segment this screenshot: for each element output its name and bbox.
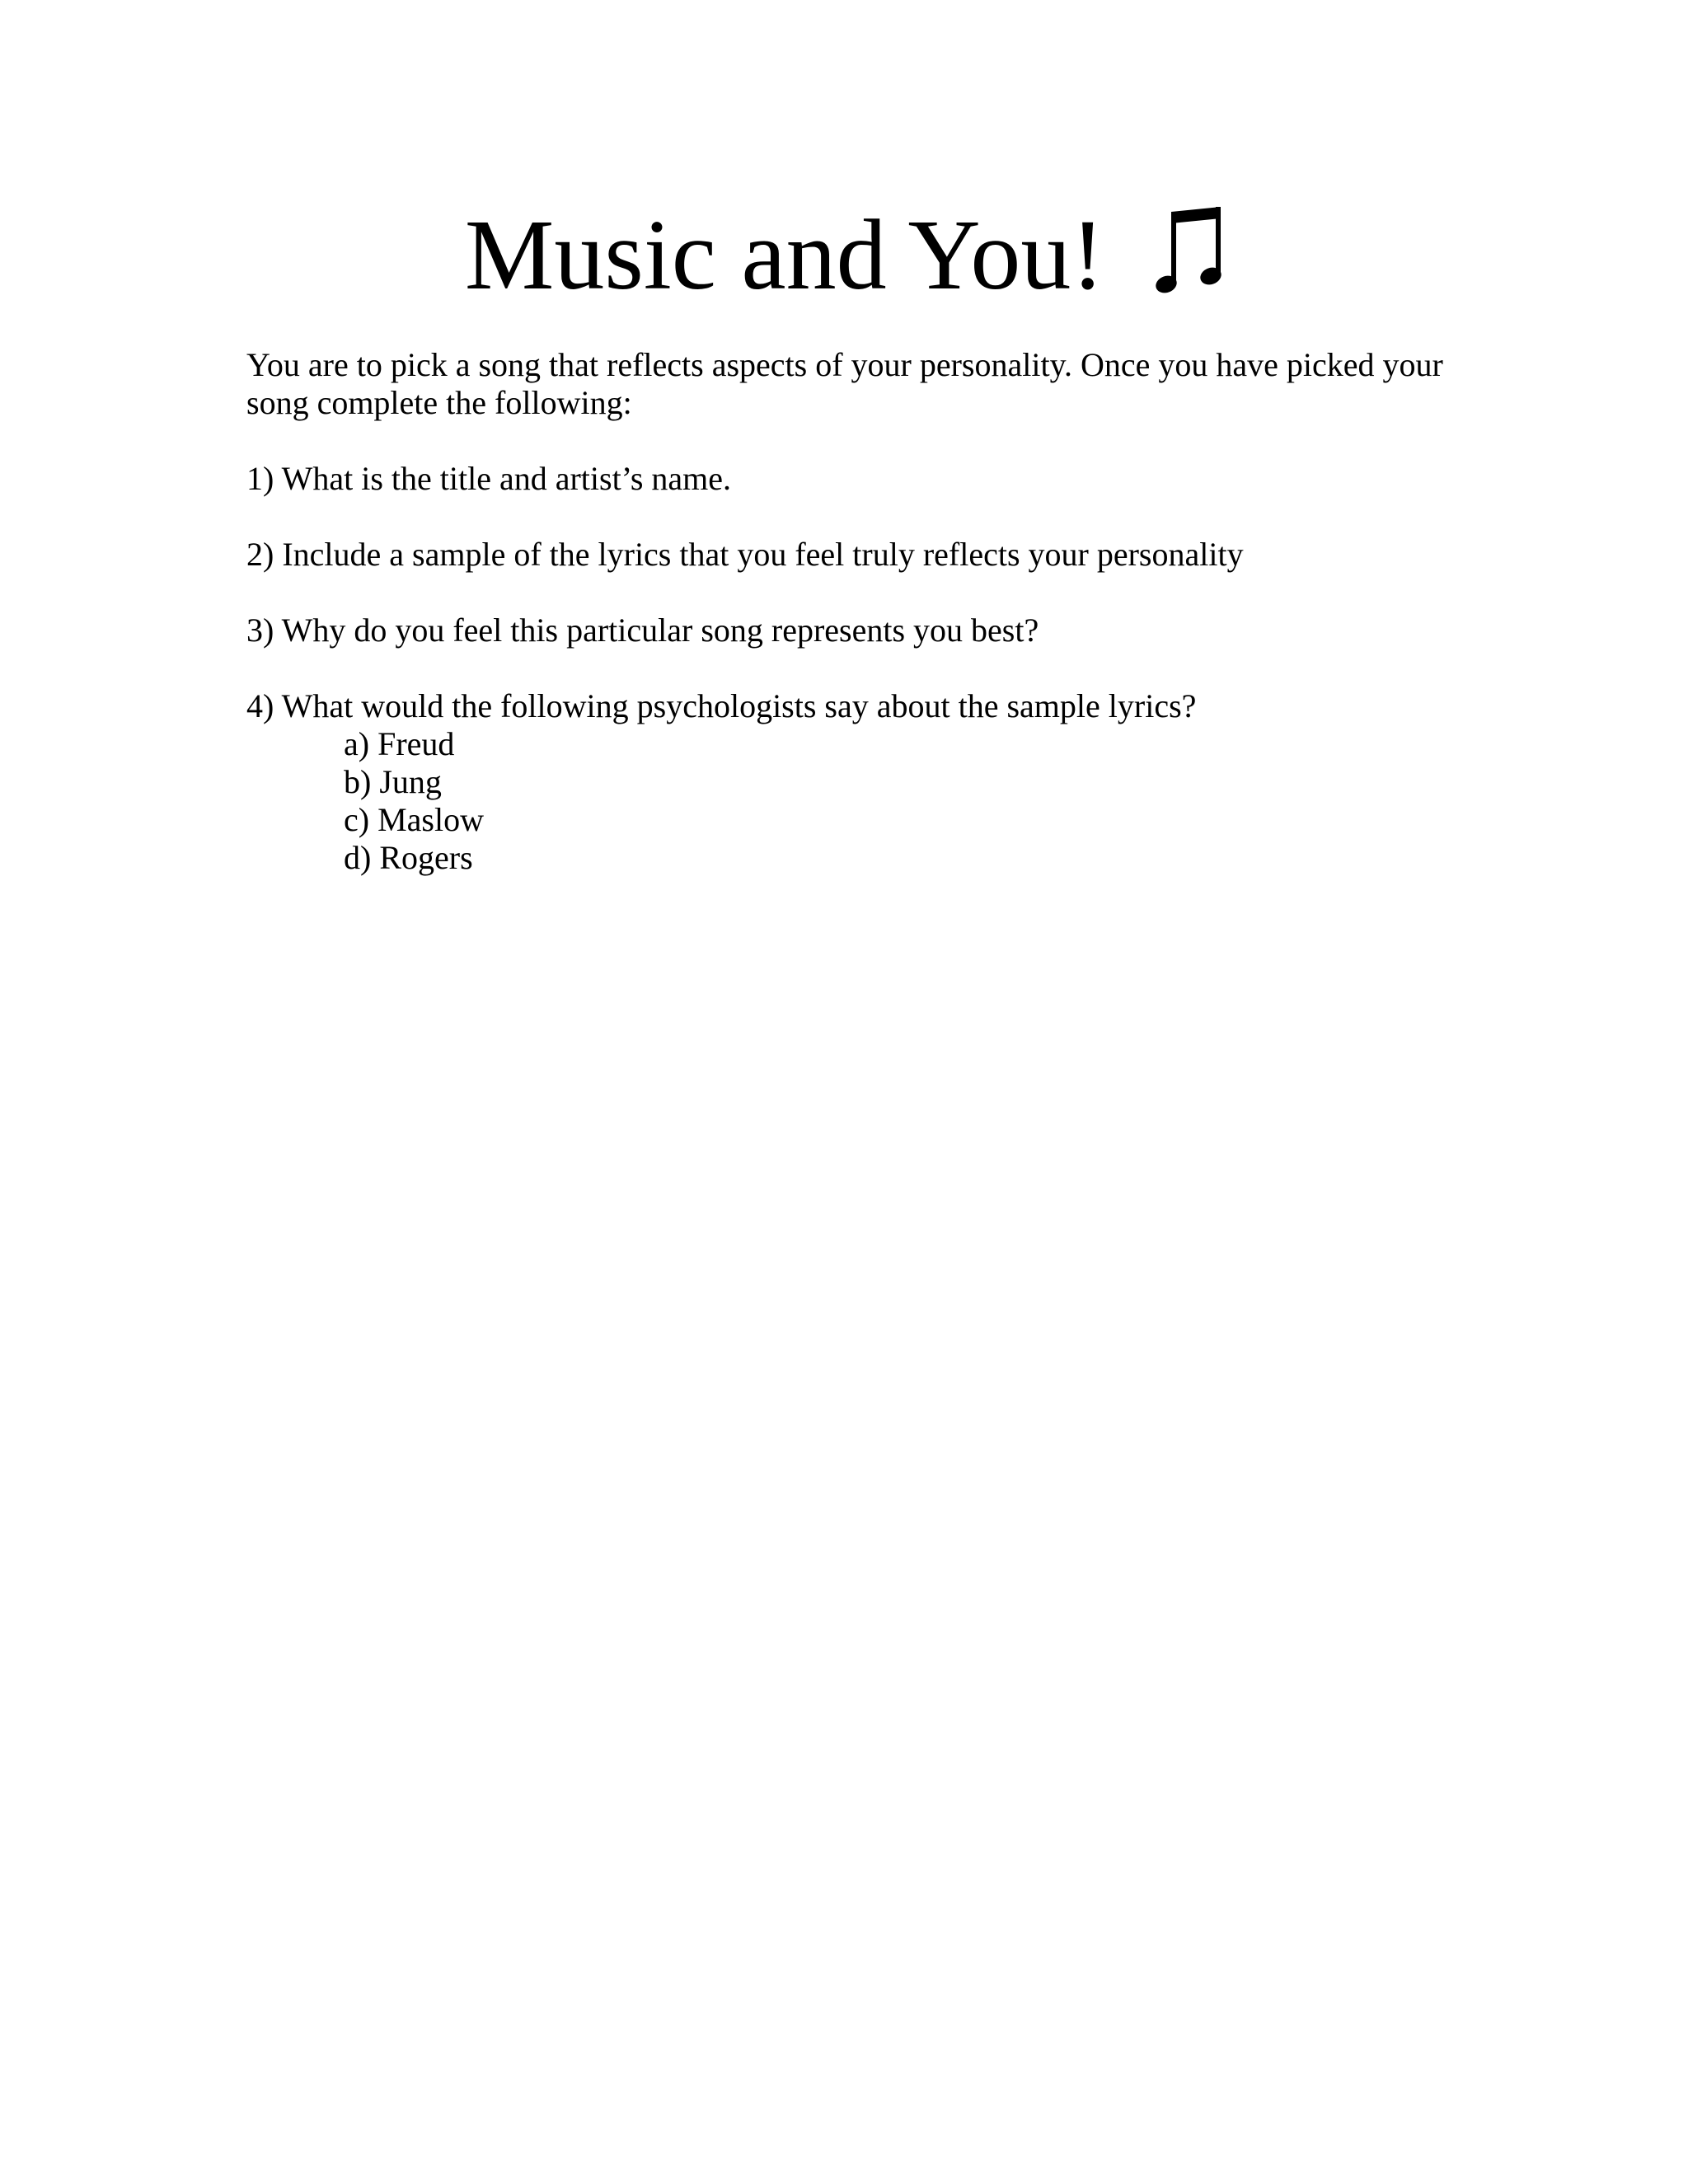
question-1: 1) What is the title and artist’s name.	[246, 460, 732, 497]
title-row	[0, 198, 1688, 313]
instructions-body	[246, 346, 1450, 877]
psychologist-rogers: d) Rogers	[344, 839, 473, 876]
psychologist-maslow: c) Maslow	[344, 801, 484, 838]
question-4: 4) What would the following psychologists say about the sample lyrics?	[246, 687, 1197, 724]
page-title: Music and You!	[464, 199, 1105, 311]
psychologist-list	[246, 725, 1450, 877]
intro-paragraph: You are to pick a song that reflects aspects of your personality. Once you have picked your song complete the following:	[246, 346, 1443, 421]
question-2: 2) Include a sample of the lyrics that you feel truly reflects your personality	[246, 536, 1244, 573]
question-3: 3) Why do you feel this particular song represents you best?	[246, 612, 1039, 649]
psychologist-freud: a) Freud	[344, 725, 455, 762]
psychologist-jung: b) Jung	[344, 763, 442, 800]
beamed-eighth-notes-icon	[1156, 207, 1223, 298]
